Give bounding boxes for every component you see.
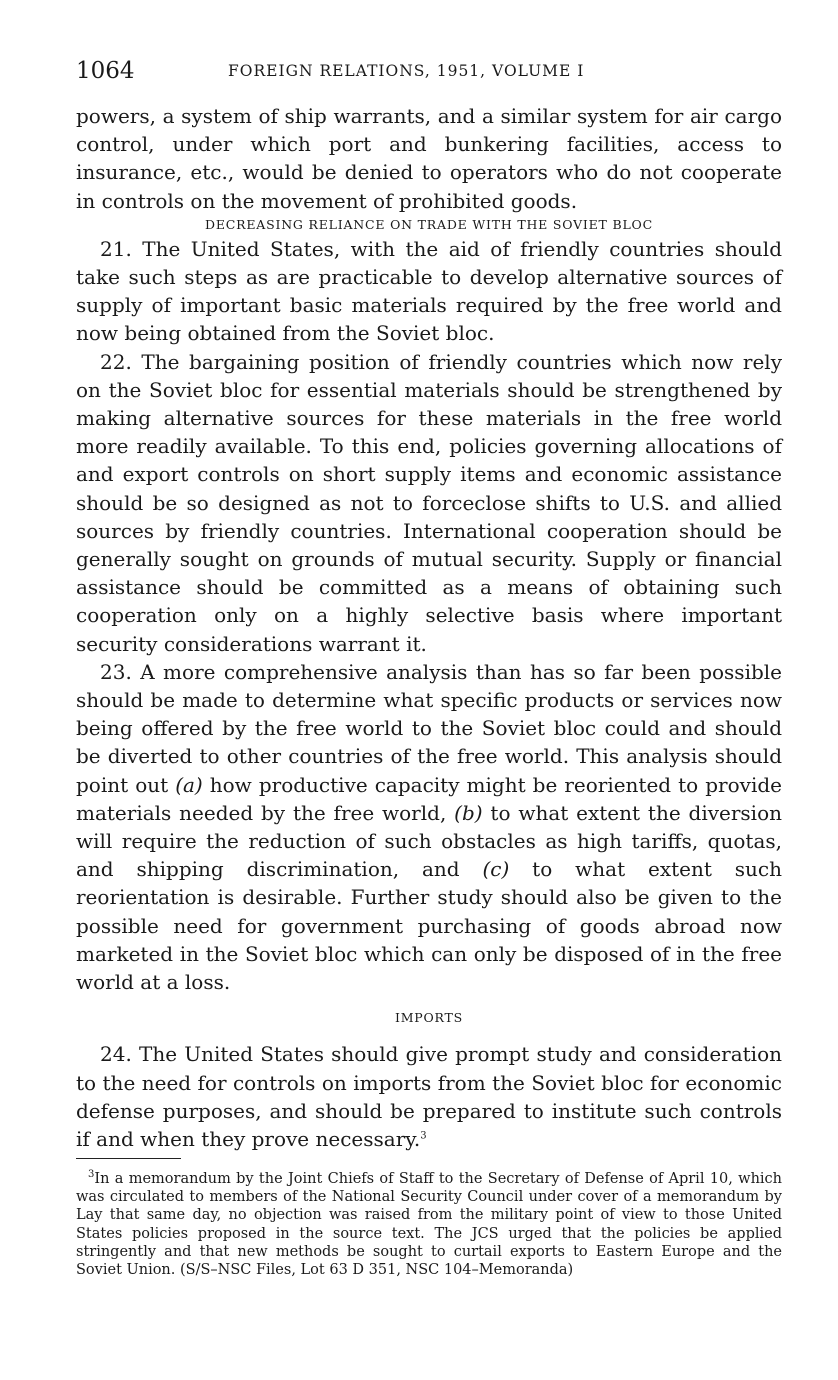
footnote-divider xyxy=(76,1158,181,1159)
page-body xyxy=(76,102,782,1153)
paragraph-24-text: 24. The United States should give prompt study and consideration to the need for controls on imports from the Soviet bloc for economic defense purposes, and should be prepared to institute such controls if and when they prove necessary. xyxy=(76,1042,782,1151)
paragraph-23-label-b: (b) xyxy=(454,800,483,825)
section-heading-decreasing-reliance: DECREASING RELIANCE ON TRADE WITH THE SOVIET BLOC xyxy=(205,216,653,232)
paragraph-23-part-3: to what extent the diversion will require the reduction of such obstacles as high tariffs, quotas, and shipping discrimination, and xyxy=(76,800,782,882)
paragraph-continuation: powers, a system of ship warrants, and a similar system for air cargo control, under which port and bunkering facilities, access to insurance, etc., would be denied to operators who do not cooperate in controls on the movement of prohibited goods. xyxy=(76,104,782,213)
footnote-marker: 3 xyxy=(88,1169,95,1181)
paragraph-23-part-1: 23. A more comprehensive analysis than has so far been possible should be made to determine what specific products or services now being offered by the free world to the Soviet bloc could and should be diverted to other countries of the free world. This analysis should point out xyxy=(76,659,782,797)
page-number: 1064 xyxy=(76,58,135,84)
paragraph-24 xyxy=(76,1040,782,1153)
footnote xyxy=(76,1170,782,1279)
paragraph-23-label-a: (a) xyxy=(175,772,203,797)
running-title: FOREIGN RELATIONS, 1951, VOLUME I xyxy=(228,62,585,80)
paragraph-23-part-2: how productive capacity might be reoriented to provide materials needed by the free world, xyxy=(76,772,782,825)
page-header xyxy=(76,58,782,88)
paragraph-21: 21. The United States, with the aid of friendly countries should take such steps as are practicable to develop alternative sources of supply of important basic materials required by the free world and now being obtained from the Soviet bloc. xyxy=(76,236,782,346)
footnote-text: In a memorandum by the Joint Chiefs of Staff to the Secretary of Defense of April 10, which was circulated to members of the National Security Council under cover of a memorandum by Lay that same day, no objection was raised from the military point of view to those United States policies proposed in the source text. The JCS urged that the policies be applied stringently and that new methods be sought to curtail exports to Eastern Europe and the Soviet Union. (S/S–NSC Files, Lot 63 D 351, NSC 104–Memoranda) xyxy=(76,1171,782,1279)
paragraph-22: 22. The bargaining position of friendly countries which now rely on the Soviet bloc for essential materials should be strengthened by making alternative sources for these materials in the free world more readily available. To this end, policies governing allocations of and export controls on short supply items and economic assistance should be so designed as not to forceclose shifts to U.S. and allied sources by friendly countries. International cooperation should be generally sought on grounds of mutual security. Supply or financial assistance should be committed as a means of obtaining such cooperation only on a highly selective basis where important security considerations warrant it. xyxy=(76,349,782,656)
paragraph-23-part-4: to what extent such reorientation is desirable. Further study should also be given to the possible need for government purchasing of goods abroad now marketed in the Soviet bloc which can only be disposed of in the free world at a loss. xyxy=(76,857,782,995)
section-heading-imports: IMPORTS xyxy=(394,1010,464,1026)
paragraph-23 xyxy=(76,658,782,996)
footnote-reference[interactable]: 3 xyxy=(420,1130,427,1142)
paragraph-23-label-c: (c) xyxy=(482,857,510,882)
